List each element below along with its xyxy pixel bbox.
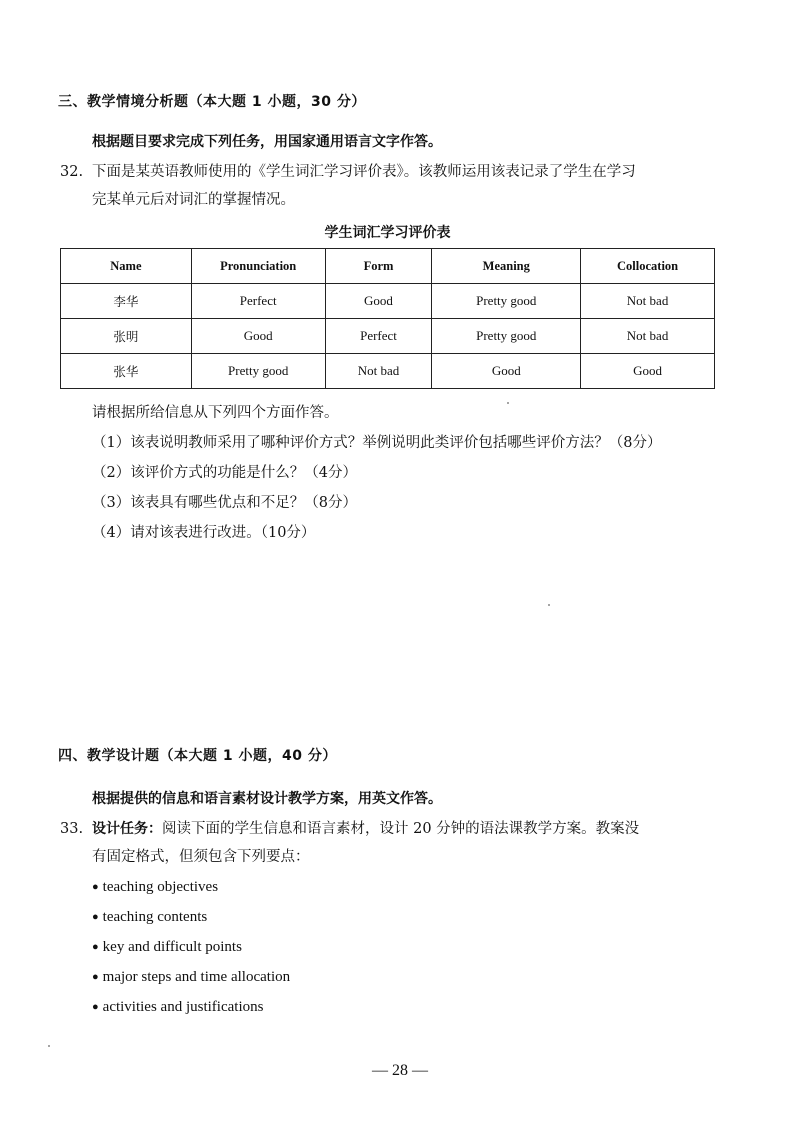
q33-number: 33. [60,821,84,837]
q33-text-line2: 有固定格式，但须包含下列要点： [92,849,310,865]
cell-meaning: Good [432,354,581,389]
cell-collocation: Not bad [581,284,715,319]
list-item [92,902,290,932]
cell-meaning: Pretty good [432,319,581,354]
q33-task-label: 设计任务： [92,821,162,837]
sub-question-4: （4）请对该表进行改进。（10分） [92,525,316,541]
bullet-icon: ● [92,941,99,953]
header-pronunciation: Pronunciation [191,249,325,284]
answer-prompt: 请根据所给信息从下列四个方面作答。 [92,405,339,421]
bullet-icon: ● [92,971,99,983]
scan-speck [48,1045,50,1047]
header-meaning: Meaning [432,249,581,284]
cell-pronunciation: Pretty good [191,354,325,389]
sub-question-1: （1）该表说明教师采用了哪种评价方式？举例说明此类评价包括哪些评价方法？（8分） [92,435,662,451]
table-caption: 学生词汇学习评价表 [324,225,451,241]
list-item [92,872,290,902]
cell-pronunciation: Good [191,319,325,354]
section3-title: 三、教学情境分析题（本大题 1 小题，30 分） [58,94,366,110]
cell-form: Not bad [325,354,432,389]
table-header-row [61,249,715,284]
scan-speck [507,402,509,404]
bullet-icon: ● [92,881,99,893]
section3-instruction: 根据题目要求完成下列任务，用国家通用语言文字作答。 [92,134,442,150]
q32-number: 32. [60,164,84,180]
table-row [61,284,715,319]
evaluation-table [60,248,715,389]
header-form: Form [325,249,432,284]
list-item-text: activities and justifications [102,999,264,1015]
page-number: — 28 — [372,1062,428,1079]
list-item-text: major steps and time allocation [102,969,291,985]
cell-name: 李华 [61,284,192,319]
q32-text-line2: 完某单元后对词汇的掌握情况。 [92,192,295,208]
question-list [92,398,661,548]
sub-question-2: （2）该评价方式的功能是什么？（4分） [92,465,357,481]
header-name: Name [61,249,192,284]
q32-text-line1: 下面是某英语教师使用的《学生词汇学习评价表》。该教师运用该表记录了学生在学习 [92,164,636,180]
cell-collocation: Good [581,354,715,389]
list-item-text: teaching contents [102,909,208,925]
bullet-icon: ● [92,911,99,923]
scan-speck [548,604,550,606]
bullet-icon: ● [92,1001,99,1013]
sub-question-3: （3）该表具有哪些优点和不足？（8分） [92,495,357,511]
requirement-list [92,872,290,1022]
list-item [92,992,290,1022]
section4-title: 四、教学设计题（本大题 1 小题，40 分） [58,748,337,764]
table-row [61,354,715,389]
cell-collocation: Not bad [581,319,715,354]
header-collocation: Collocation [581,249,715,284]
table-row [61,319,715,354]
cell-name: 张华 [61,354,192,389]
q33-text-line1 [92,815,639,843]
list-item-text: teaching objectives [102,879,219,895]
cell-form: Perfect [325,319,432,354]
list-item [92,932,290,962]
section4-instruction: 根据提供的信息和语言素材设计教学方案，用英文作答。 [92,791,442,807]
list-item [92,962,290,992]
cell-name: 张明 [61,319,192,354]
list-item-text: key and difficult points [102,939,242,955]
cell-meaning: Pretty good [432,284,581,319]
q33-task-text: 阅读下面的学生信息和语言素材，设计 20 分钟的语法课教学方案。教案没 [162,821,640,837]
cell-pronunciation: Perfect [191,284,325,319]
cell-form: Good [325,284,432,319]
